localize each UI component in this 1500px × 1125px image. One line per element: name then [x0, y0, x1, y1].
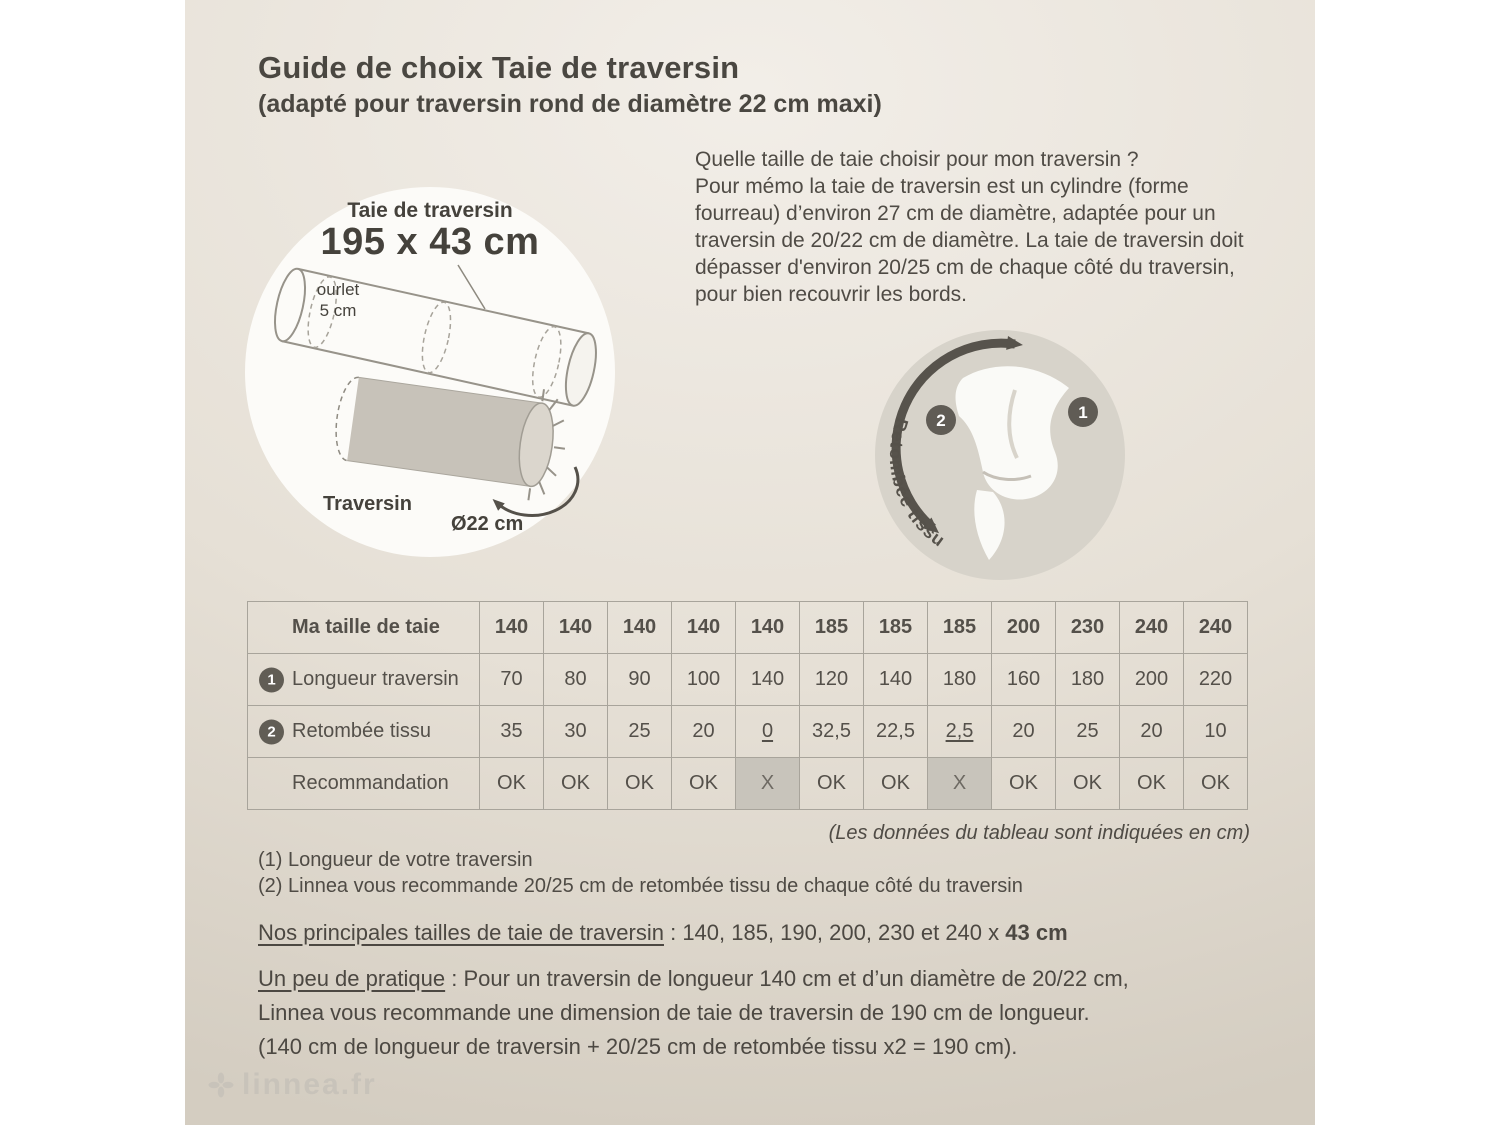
- header-cell: 240: [1184, 602, 1248, 654]
- value-cell: 180: [1056, 654, 1120, 706]
- fabric-overhang-illustration: [860, 315, 1140, 595]
- value-cell: 22,5: [864, 706, 928, 758]
- practice-paragraph: [258, 962, 1278, 1064]
- value-cell: 30: [544, 706, 608, 758]
- practice-line-2: Linnea vous recommande une dimension de taie de traversin de 190 cm de longueur.: [258, 1000, 1090, 1025]
- header-cell: 240: [1120, 602, 1184, 654]
- main-sizes-width: 43 cm: [1005, 920, 1068, 945]
- table-caption: (Les données du tableau sont indiquées en cm): [828, 822, 1250, 844]
- value-cell: 35: [480, 706, 544, 758]
- value-cell: OK: [480, 758, 544, 810]
- intro-paragraph: [695, 146, 1267, 308]
- value-cell: 25: [1056, 706, 1120, 758]
- row-recommandation: [248, 758, 1248, 810]
- header-cell: 200: [992, 602, 1056, 654]
- hem-label-text: ourlet: [316, 280, 360, 299]
- row-label: Retombée tissu: [292, 720, 431, 742]
- badge-1-number: 1: [1078, 403, 1088, 422]
- value-cell: OK: [608, 758, 672, 810]
- value-cell: 100: [672, 654, 736, 706]
- badge-2-icon: 2: [259, 719, 284, 744]
- value-cell: 25: [608, 706, 672, 758]
- value-cell: OK: [544, 758, 608, 810]
- value-cell: 80: [544, 654, 608, 706]
- linnea-logo-text: linnea.fr: [242, 1068, 377, 1101]
- linnea-logo-icon: [208, 1072, 234, 1098]
- value-cell: OK: [1056, 758, 1120, 810]
- value-cell: 220: [1184, 654, 1248, 706]
- header-cell: 230: [1056, 602, 1120, 654]
- value-cell: OK: [864, 758, 928, 810]
- badge-2-icon: [926, 405, 956, 435]
- main-sizes-values: : 140, 185, 190, 200, 230 et 240 x: [663, 920, 1006, 945]
- row-retombee-tissu: [248, 706, 1248, 758]
- page-subtitle: (adapté pour traversin rond de diamètre 22 cm maxi): [258, 90, 882, 118]
- row-label: Longueur traversin: [292, 668, 459, 690]
- intro-body: Pour mémo la taie de traversin est un cylindre (forme fourreau) d’environ 27 cm de diamètre, adaptée pour un traversin de 20/22 cm de diamètre. La taie de traversin doit dépasser d'environ 20/25 cm de chaque côté du traversin, pour bien recouvrir les bords.: [695, 175, 1244, 306]
- header-cell: 140: [544, 602, 608, 654]
- page-title: Guide de choix Taie de traversin: [258, 50, 740, 85]
- value-cell: OK: [992, 758, 1056, 810]
- bolster-label: Traversin: [323, 493, 412, 515]
- header-cell: 140: [608, 602, 672, 654]
- header-cell: 140: [736, 602, 800, 654]
- practice-label: Un peu de pratique: [258, 966, 446, 991]
- header-cell: 140: [480, 602, 544, 654]
- diameter-label: Ø22 cm: [451, 513, 524, 535]
- value-cell: 32,5: [800, 706, 864, 758]
- value-cell: 20: [672, 706, 736, 758]
- value-cell: 20: [992, 706, 1056, 758]
- intro-question: Quelle taille de taie choisir pour mon traversin ?: [695, 148, 1139, 171]
- curved-label-text: Retombée tissu: [885, 415, 950, 551]
- hem-label: [293, 279, 383, 321]
- table-header-row: [248, 602, 1248, 654]
- value-cell: OK: [1120, 758, 1184, 810]
- value-cell: 90: [608, 654, 672, 706]
- fabric-overhang-drawing: [860, 315, 1140, 595]
- header-cell-label: Ma taille de taie: [248, 602, 480, 654]
- badge-1-icon: [1068, 397, 1098, 427]
- row-longueur-traversin: [248, 654, 1248, 706]
- footnote-1: (1) Longueur de votre traversin: [258, 849, 533, 871]
- row-label-cell: [248, 654, 480, 706]
- background-panel: [185, 0, 1315, 1125]
- case-size-label: 195 x 43 cm: [320, 221, 540, 263]
- value-cell-excluded: X: [928, 758, 992, 810]
- value-cell: 180: [928, 654, 992, 706]
- footnote-2: (2) Linnea vous recommande 20/25 cm de retombée tissu de chaque côté du traversin: [258, 875, 1023, 897]
- value-cell: 2,5: [928, 706, 992, 758]
- value-cell: 10: [1184, 706, 1248, 758]
- main-sizes-line: [258, 920, 1068, 946]
- badge-2-number: 2: [936, 411, 946, 430]
- header-cell: 140: [672, 602, 736, 654]
- value-cell: 120: [800, 654, 864, 706]
- value-cell: 160: [992, 654, 1056, 706]
- main-sizes-label: Nos principales tailles de taie de traversin: [258, 920, 664, 945]
- bolster-case-illustration: [245, 187, 615, 557]
- case-label: Taie de traversin: [347, 199, 513, 222]
- header-cell: 185: [928, 602, 992, 654]
- value-cell: 0: [736, 706, 800, 758]
- value-cell: 200: [1120, 654, 1184, 706]
- linnea-logo: [208, 1068, 377, 1102]
- row-label: Recommandation: [292, 772, 449, 794]
- value-cell: 70: [480, 654, 544, 706]
- value-cell: 20: [1120, 706, 1184, 758]
- practice-line-3: (140 cm de longueur de traversin + 20/25 cm de retombée tissu x2 = 190 cm).: [258, 1034, 1018, 1059]
- value-cell-excluded: X: [736, 758, 800, 810]
- header-cell: 185: [864, 602, 928, 654]
- value-cell: 140: [736, 654, 800, 706]
- row-label-cell: [248, 706, 480, 758]
- value-cell: OK: [1184, 758, 1248, 810]
- hem-size-text: 5 cm: [319, 301, 357, 320]
- size-table: [247, 601, 1248, 810]
- value-cell: OK: [800, 758, 864, 810]
- practice-line-1: : Pour un traversin de longueur 140 cm et d’un diamètre de 20/22 cm,: [445, 966, 1129, 991]
- row-label-cell: [248, 758, 480, 810]
- value-cell: OK: [672, 758, 736, 810]
- value-cell: 140: [864, 654, 928, 706]
- header-cell: 185: [800, 602, 864, 654]
- badge-1-icon: 1: [259, 667, 284, 692]
